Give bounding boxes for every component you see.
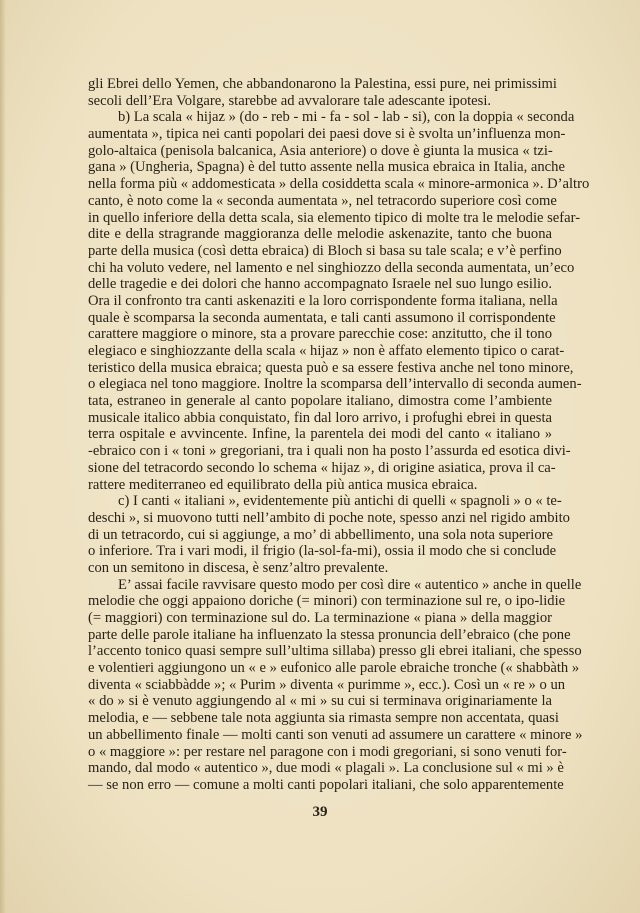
text-line: melodie che oggi appaiono doriche (= minori) con terminazione sul re, o ipo-lidie	[88, 593, 566, 610]
text-line: e volentieri aggiungono un « e » eufonico alle parole ebraiche tronche (« shabbàth »	[88, 660, 580, 677]
text-line: parte della musica (così detta ebraica) di Bloch si basa su tale scala; e v’è perfino	[88, 242, 562, 259]
text-line: mando, dal modo « autentico », due modi « plagali ». La conclusione sul « mi » è	[88, 760, 564, 777]
text-line: chi ha voluto vedere, nel lamento e nel singhiozzo della seconda aumentata, un’eco	[88, 259, 575, 276]
text-line: c) I canti « italiani », evidentemente più antichi di quelli « spagnoli » o « te-	[118, 493, 562, 510]
text-line: o « maggiore »: per restare nel paragone con i modi gregoriani, si sono venuti for-	[88, 743, 567, 760]
text-line: — se non erro — comune a molti canti popolari italiani, che solo apparentemente	[88, 776, 564, 793]
text-line: diventa « sciabbàdde »; « Purim » diventa « purimme », ecc.). Così un « re » o un	[88, 676, 566, 693]
text-line: melodia, e — sebbene tale nota aggiunta sia rimasta sempre non accentata, quasi	[88, 710, 559, 727]
text-line: « do » si è venuto aggiungendo al « mi » su cui si terminava originariamente la	[88, 693, 552, 710]
text-line: (= maggiori) con terminazione sul do. La terminazione « piana » della maggior	[88, 610, 552, 626]
text-line: elegiaco e singhiozzante della scala « hijaz » non è affato elemento tipico o carat-	[88, 343, 565, 359]
text-line: aumentata », tipica nei canti popolari dei paesi dove si è svolta un’influenza mon-	[88, 126, 566, 143]
text-line: Ora il confronto tra canti askenaziti e la loro corrispondente forma italiana, nella	[88, 292, 558, 309]
text-line: l’accento tonico quasi sempre sull’ultima sillaba) presso gli ebrei italiani, che spesso	[88, 643, 582, 660]
text-line: b) La scala « hijaz » (do - reb - mi - fa - sol - lab - si), con la doppia « seconda	[118, 109, 575, 126]
text-line: gli Ebrei dello Yemen, che abbandonarono la Palestina, essi pure, nei primissimi	[88, 76, 557, 92]
page-edge-shadow	[0, 0, 6, 913]
text-line: canto, è noto come la « seconda aumentata », nel tetracordo superiore così come	[88, 192, 557, 209]
page-number: 39	[312, 804, 328, 820]
text-line: golo-altaica (penisola balcanica, Asia anteriore) o dove è giunta la musica « tzi-	[88, 142, 553, 159]
page-body-text	[88, 76, 590, 794]
text-line: parte delle parole italiane ha influenzato la stessa pronuncia dell’ebraico (che pone	[88, 626, 571, 643]
text-line: in quello inferiore della detta scala, sia elemento tipico di molte tra le melodie sefar-	[88, 209, 581, 226]
text-line: nella forma più « addomesticata » della cosiddetta scala « minore-armonica ». D’altro	[88, 176, 590, 193]
text-line: sione del tetracordo secondo lo schema « hijaz », di origine asiatica, prova il ca-	[88, 459, 556, 476]
text-line: gana » (Ungheria, Spagna) è del tutto assente nella musica ebraica in Italia, anche	[88, 159, 565, 176]
text-line: deschi », si muovono tutti nell’ambito di poche note, spesso anzi nel rigido ambito	[88, 509, 570, 526]
text-line: o elegiaca nel tono maggiore. Inoltre la scomparsa dell’intervallo di seconda aumen-	[88, 376, 582, 393]
text-line: rattere mediterraneo ed equilibrato della più antica musica ebraica.	[88, 476, 478, 493]
text-line: con un semitono in discesa, è senz’altro prevalente.	[88, 559, 389, 576]
text-line: quale è scomparsa la seconda aumentata, e tali canti assumono il corrispondente	[88, 309, 556, 326]
text-line: tata, estraneo in generale al canto popolare italiano, dimostra come l’ambiente	[88, 393, 552, 410]
text-line: E’ assai facile ravvisare questo modo per così dire « autentico » anche in quelle	[118, 576, 582, 593]
text-line: di un tetracordo, cui si aggiunge, a mo’ di abbellimento, una sola nota superiore	[88, 526, 553, 543]
text-line: musicale italico abbia conquistato, fin dal loro arrivo, i profughi ebrei in questa	[88, 409, 552, 426]
text-line: un abbellimento finale — molti canti son venuti ad assumere un carattere « minore »	[88, 726, 583, 743]
text-line: teristico della musica ebraica; questa può e sa essere festiva anche nel tono minore,	[88, 359, 574, 376]
text-line: secoli dell’Era Volgare, starebbe ad avvalorare tale adescante ipotesi.	[88, 92, 492, 109]
text-line: terra ospitale e avvincente. Infine, la parentela dei modi del canto « italiano »	[88, 426, 552, 443]
text-line: carattere maggiore o minore, sta a provare parecchie cose: anzitutto, che il tono	[88, 326, 552, 343]
text-line: dite e della stragrande maggioranza delle melodie askenazite, tanto che buona	[88, 226, 552, 243]
text-line: -ebraico con i « toni » gregoriani, tra i quali non ha posto l’assurda ed esotica divi-	[88, 443, 571, 460]
text-line: delle tragedie e dei dolori che hanno accompagnato Israele nel suo lungo esilio.	[88, 276, 552, 293]
text-line: o inferiore. Tra i vari modi, il frigio (la-sol-fa-mi), ossia il modo che si conclude	[88, 543, 557, 560]
